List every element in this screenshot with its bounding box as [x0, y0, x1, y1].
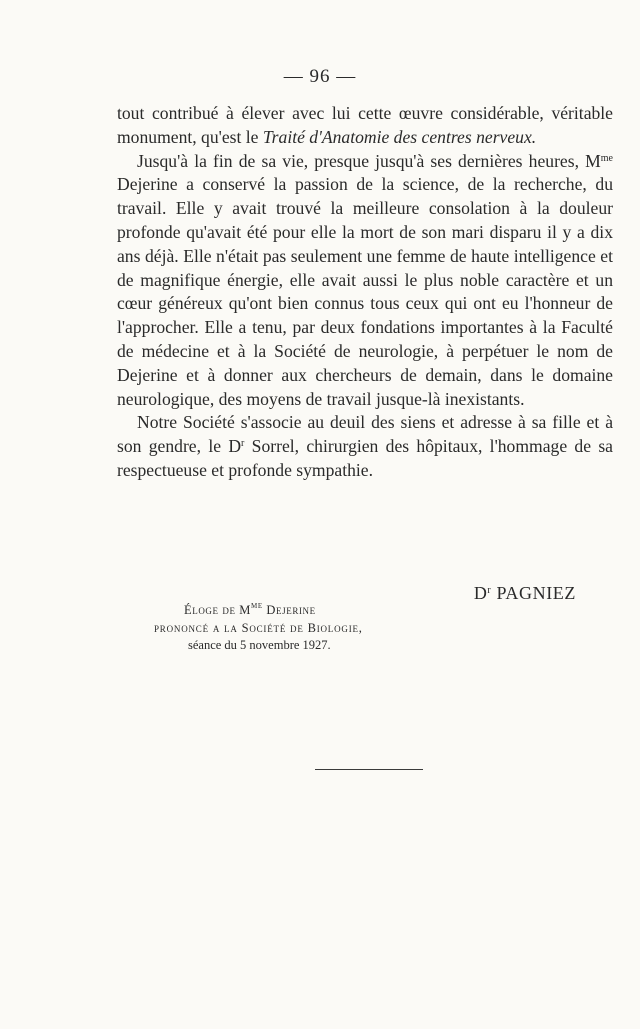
paragraph-2-text-b: Dejerine a conservé la passion de la science, de la recherche, du travail. Elle y avait trouvé la meilleure consolation à la douleur profonde qu'avait été pour elle la mort de son mari disparu il y a dix ans déjà. Elle n'était pas seulement une femme de haute intelligence et de magnifique énergie, elle avait aussi le plus noble caractère et un cœur généreux qu'ont bien connus tous ceux qui ont eu l'honneur de l'approcher. Elle a tenu, par deux fondations importantes à la Faculté de médecine et à la Société de neurologie, à perpétuer le nom de Dejerine et à donner aux chercheurs de demain, dans le domaine neurologique, des moyens de travail jusque-là inexistants. [117, 174, 613, 409]
paragraph-2-text-a: Jusqu'à la fin de sa vie, presque jusqu'à ses dernières heures, M [137, 150, 601, 171]
paragraph-2-superscript: me [600, 152, 613, 164]
paragraph-3 [117, 411, 613, 482]
paragraph-1 [117, 102, 613, 150]
caption-superscript: me [251, 600, 263, 611]
paragraph-2 [117, 150, 613, 412]
section-divider [315, 769, 423, 770]
caption-line-1 [154, 602, 404, 620]
author-signature [474, 583, 576, 604]
source-caption [154, 602, 404, 655]
paragraph-1-text: tout contribué à élever avec lui cette œuvre considérable, véritable monument, qu'est le [117, 103, 613, 147]
signature-superscript: r [487, 585, 492, 596]
signature-name: PAGNIEZ [491, 583, 576, 603]
page-number: — 96 — [283, 66, 357, 87]
caption-line-3: séance du 5 novembre 1927. [188, 638, 331, 652]
paragraph-3-text-b: Sorrel, chirurgien des hôpitaux, l'hommage de sa respectueuse et profonde sympathie. [117, 436, 613, 480]
book-title: Traité d'Anatomie des centres nerveux. [262, 126, 537, 147]
caption-line-1-b: Dejerine [262, 603, 316, 617]
caption-line-2: prononcé a la Société de Biologie, [154, 620, 363, 635]
paragraph-3-superscript: r [241, 438, 245, 450]
body-text [117, 102, 613, 483]
paragraph-3-text-a: Notre Société s'associe au deuil des siens et adresse à sa fille et à son gendre, le D [117, 412, 613, 457]
caption-line-1-a: Éloge de M [184, 603, 251, 617]
signature-prefix: D [473, 583, 488, 603]
